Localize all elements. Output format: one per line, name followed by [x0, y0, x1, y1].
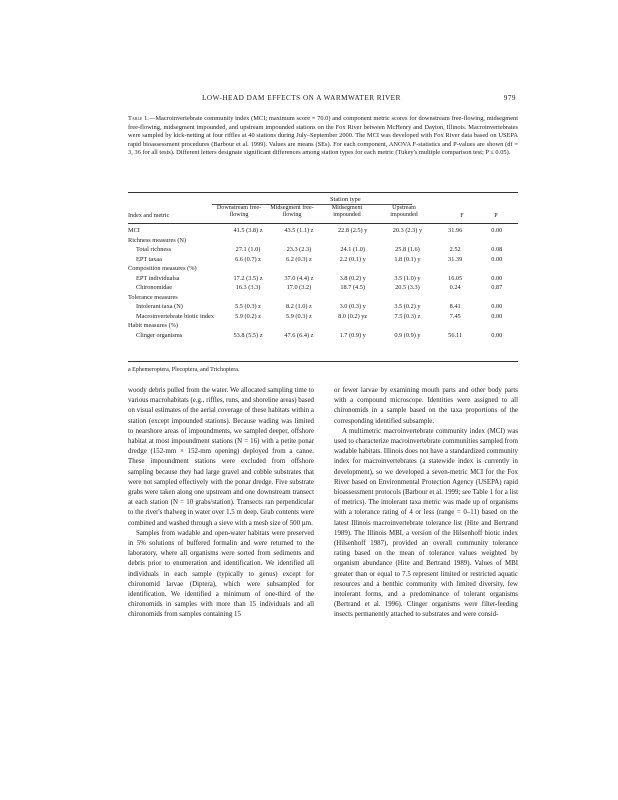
table-row	[128, 321, 518, 331]
table-row	[128, 283, 518, 293]
cell-downstream-free-flowing: 41.5 (3.8) z	[233, 227, 263, 234]
cell-upstream-impounded: 20.3 (2.3) y	[392, 227, 423, 234]
cell-f-statistic: 31.96	[448, 227, 463, 234]
cell-midsegment-impounded: 1.7 (0.9) y	[339, 331, 366, 339]
cell-f-statistic: 16.05	[448, 274, 463, 282]
cell-upstream-impounded: 1.8 (0.1) y	[394, 255, 421, 263]
cell-midsegment-free-flowing: 5.9 (0.3) z	[285, 312, 312, 320]
cell-downstream-free-flowing: 17.2 (3.5) z	[233, 274, 263, 282]
cell-midsegment-impounded: 18.7 (4.5)	[340, 284, 366, 291]
cell-midsegment-free-flowing: 6.2 (0.3) z	[285, 255, 312, 263]
page-number: 979	[503, 94, 516, 102]
cell-upstream-impounded: 0.9 (0.9) y	[394, 331, 421, 339]
table-row	[128, 264, 518, 274]
col-header-midsegment-free-flowing: Midsegment free-flowing	[270, 205, 314, 219]
row-label: Composition measures (%)	[128, 265, 197, 272]
cell-midsegment-free-flowing: 43.5 (1.1) z	[284, 227, 314, 234]
cell-midsegment-free-flowing: 37.0 (4.4) z	[284, 274, 314, 282]
row-label: MCI	[128, 227, 140, 234]
col-header-midsegment-impounded: Midsegment impounded	[331, 205, 363, 219]
cell-midsegment-free-flowing	[273, 236, 326, 246]
cell-midsegment-impounded: 8.0 (0.2) yz	[338, 312, 368, 320]
cell-midsegment-impounded	[325, 321, 380, 331]
cell-f-statistic: 0.24	[449, 284, 461, 291]
cell-f-statistic: 31.39	[448, 255, 463, 263]
cell-p-value: 0.00	[491, 312, 503, 320]
row-label: Chironomidae	[136, 284, 173, 291]
right-paragraph: A multimetric macroinvertebrate community index (MCI) was used to characterize macroinvertebrate communities sampled from wadable habitats. Illinois does not have a standardized community index for macroinvertebrates (a statewide index is currently in development), so we developed a seven-metric MCI for the Fox River based on Environmental Protection Agency (USEPA) rapid bioassessment protocols (Barbour et al. 1999; see Table 1 for a list of metrics). The intolerant taxa metric was made up of organisms with a tolerance rating of 4 or less (range = 0–11) based on the latest Illinois macroinvertebrate tolerance list (Hite and Bertrand 1989). The Illinois MBI, a version of the Hilsenhoff biotic index (Hilsenhoff 1987), provided an overall community tolerance rating based on the mean of tolerance values weighted by organism abundance (Hite and Bertrand 1989). Values of MBI greater than or equal to 7.5 represent limited or restricted aquatic resources and a benthic community with limited diversity, few intolerant forms, and a predominance of tolerant organisms (Bertrand et al. 1996). Clinger organisms were filter-feeding insects permanently attached to substrates and were consid-	[334, 427, 518, 619]
body-column-right	[334, 386, 518, 621]
col-header-f: F	[460, 213, 464, 219]
cell-upstream-impounded: 3.5 (1.0) y	[394, 274, 421, 282]
cell-downstream-free-flowing	[224, 264, 273, 274]
row-label: Clinger organisms	[136, 331, 183, 339]
table-row	[128, 226, 518, 236]
table-row	[128, 255, 518, 265]
cell-midsegment-impounded: 2.2 (0.1) y	[339, 255, 366, 263]
cell-p-value: 0.00	[491, 331, 503, 339]
cell-downstream-free-flowing: 53.8 (5.5) z	[233, 331, 263, 339]
row-label: Habit measures (%)	[128, 322, 179, 329]
cell-midsegment-impounded	[325, 264, 380, 274]
cell-f-statistic	[435, 236, 476, 246]
cell-p-value	[475, 264, 518, 274]
row-label: Macroinvertebrate biotic index	[136, 312, 214, 320]
cell-upstream-impounded	[380, 236, 435, 246]
cell-midsegment-impounded: 3.0 (0.3) y	[339, 303, 366, 310]
cell-p-value	[475, 321, 518, 331]
cell-f-statistic: 7.45	[449, 312, 461, 320]
table-header-rule	[128, 223, 518, 224]
cell-f-statistic	[435, 321, 476, 331]
cell-downstream-free-flowing: 16.3 (3.3)	[235, 284, 261, 291]
table-row	[128, 236, 518, 246]
table-caption-text: —Macroinvertebrate community index (MCI; maximum score = 70.0) and component metric scores for downstream free-flowing, midsegment free-flowing, midsegment impounded, and upstream impounded stations on the Fox River between McHenry and Dayton, Illinois. Macroinvertebrates were sampled by kick-netting at four riffles at 40 stations during July–September 2000. The MCI was developed with Fox River data based on USEPA rapid bioassessment procedures (Barbour et al. 1999). Values are means (SEs). For each component, ANOVA F-statistics and P-values are shown (df = 3, 36 for all tests). Different letters designate significant differences among station types for each metric (Tukey's multiple comparison test; P ≤ 0.05).	[128, 115, 518, 157]
row-label: EPT taxaa	[136, 255, 162, 263]
table-caption-label: Table 1.	[128, 115, 149, 122]
col-header-p: P	[494, 213, 498, 219]
cell-midsegment-impounded	[325, 293, 380, 303]
table-row	[128, 302, 518, 312]
cell-f-statistic	[435, 264, 476, 274]
cell-p-value: 0.00	[491, 303, 503, 310]
table-caption	[128, 115, 518, 158]
cell-upstream-impounded	[380, 264, 435, 274]
table-bottom-rule	[128, 361, 518, 362]
cell-midsegment-free-flowing: 17.0 (3.2)	[286, 284, 312, 291]
table-row	[128, 312, 518, 322]
metric-table	[128, 226, 518, 340]
cell-downstream-free-flowing	[224, 293, 273, 303]
cell-midsegment-free-flowing	[273, 293, 326, 303]
row-label: Intolerant taxa (N)	[136, 303, 183, 310]
cell-p-value	[475, 236, 518, 246]
cell-midsegment-free-flowing: 47.6 (6.4) z	[284, 331, 314, 339]
cell-upstream-impounded: 25.8 (1.6)	[395, 246, 420, 253]
table-footnote: a Ephemeroptera, Plecoptera, and Trichoptera.	[128, 367, 240, 373]
cell-p-value: 0.00	[491, 227, 503, 234]
row-label: Richness measures (N)	[128, 236, 187, 244]
cell-upstream-impounded: 20.5 (3.3)	[395, 284, 420, 291]
cell-upstream-impounded: 7.5 (0.3) z	[394, 312, 421, 320]
cell-upstream-impounded	[380, 321, 435, 331]
cell-downstream-free-flowing: 5.9 (0.2) z	[235, 312, 261, 320]
right-paragraph: or fewer larvae by examining mouth parts and other body parts with a compound microscope. Identities were assigned to all chironomids in a sample based on the taxa proportions of the corresponding identified subsample.	[334, 387, 518, 425]
running-head-title: LOW-HEAD DAM EFFECTS ON A WARMWATER RIVER	[202, 94, 401, 102]
table-row	[128, 331, 518, 341]
cell-midsegment-impounded: 24.1 (1.0)	[340, 246, 366, 253]
cell-downstream-free-flowing: 6.6 (0.7) z	[235, 255, 261, 263]
cell-midsegment-free-flowing: 8.2 (1.0) z	[285, 303, 312, 310]
row-label: Total richness	[136, 246, 172, 253]
cell-midsegment-impounded: 3.8 (0.2) y	[339, 274, 366, 282]
cell-f-statistic: 2.52	[449, 246, 461, 253]
row-label: Tolerance measures	[128, 293, 178, 301]
table-row	[128, 293, 518, 303]
body-column-left	[128, 386, 314, 621]
table-row	[128, 245, 518, 255]
cell-upstream-impounded: 3.5 (0.2) y	[394, 303, 421, 310]
table-row	[128, 274, 518, 284]
cell-downstream-free-flowing: 5.5 (0.3) z	[235, 303, 261, 310]
left-paragraph: woody debris pulled from the water. We allocated sampling time to various macrohabitats (e.g., riffles, runs, and shoreline areas) based on visual estimates of the aerial coverage of these habitats within a station (except impounded stations). Because wading was limited to nearshore areas of impoundments, we sampled deeper, offshore habitat at most impoundment stations (N = 16) with a petite ponar dredge (152-mm × 152-mm opening) deployed from a canoe. These impoundment stations were excluded from offshore sampling because they had large gravel and cobble substrates that were not sampled effectively with the ponar dredge. Five substrate grabs were taken along one upstream and one downstream transect at each station (N = 10 grabs/station). Transects ran perpendicular to the river's thalweg in water over 1.5 m deep. Grab contents were combined and washed through a sieve with a mesh size of 500 µm.	[128, 387, 314, 527]
col-header-downstream-free-flowing: Downstream free-flowing	[216, 205, 262, 219]
cell-downstream-free-flowing	[224, 321, 273, 331]
cell-downstream-free-flowing: 27.1 (1.0)	[235, 246, 261, 253]
cell-f-statistic	[435, 293, 476, 303]
col-header-upstream-impounded: Upstream impounded	[390, 205, 418, 219]
col-header-index: Index and metric	[128, 213, 170, 219]
cell-downstream-free-flowing	[224, 236, 273, 246]
row-label: EPT individualsa	[136, 274, 180, 282]
cell-midsegment-free-flowing: 23.3 (2.3)	[286, 246, 312, 253]
cell-p-value: 0.87	[491, 284, 503, 291]
cell-p-value: 0.00	[491, 274, 503, 282]
cell-midsegment-impounded: 22.8 (2.5) y	[338, 227, 368, 234]
station-type-header: Station type	[330, 196, 361, 203]
cell-p-value	[475, 293, 518, 303]
cell-midsegment-impounded	[325, 236, 380, 246]
cell-f-statistic: 8.41	[449, 303, 461, 310]
table-top-rule	[128, 192, 518, 193]
left-paragraph: Samples from wadable and open-water habitats were preserved in 5% solutions of buffered formalin and were returned to the laboratory, where all organisms were sorted from sediments and debris prior to enumeration and identification. We identified all individuals in each sample (typically to genus) except for chironomid larvae (Diptera), which were subsampled for identification. We identified a minimum of one-third of the chironomids in samples with more than 15 individuals and all chironomids from samples containing 15	[128, 529, 314, 619]
cell-upstream-impounded	[380, 293, 435, 303]
cell-p-value: 0.00	[491, 255, 503, 263]
cell-midsegment-free-flowing	[273, 321, 326, 331]
cell-midsegment-free-flowing	[273, 264, 326, 274]
cell-p-value: 0.08	[491, 246, 503, 253]
cell-f-statistic: 56.11	[448, 331, 463, 339]
